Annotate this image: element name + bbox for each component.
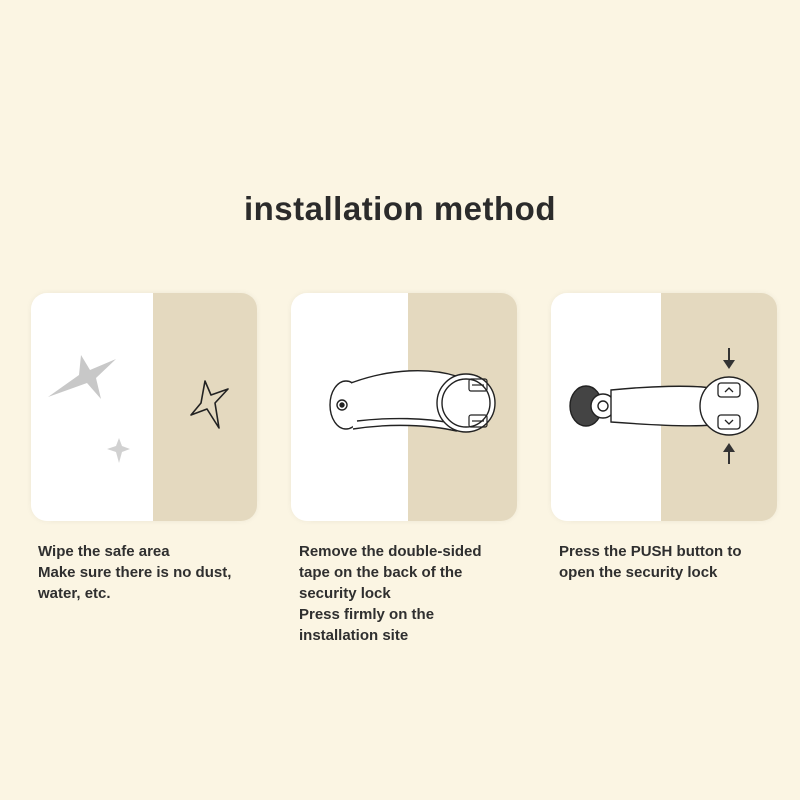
caption-line: security lock	[299, 585, 391, 602]
step-3-caption	[559, 541, 789, 583]
step-3-illustration	[551, 293, 777, 521]
caption-line: Make sure there is no dust,	[38, 564, 232, 581]
security-lock-icon	[330, 371, 495, 432]
caption-line: water, etc.	[38, 585, 111, 602]
page-title: installation method	[243, 190, 556, 227]
caption-line: Press the PUSH button to	[559, 543, 742, 560]
sparkle-outline-icon	[191, 381, 228, 428]
caption-line: Wipe the safe area	[38, 543, 170, 560]
caption-line: Remove the double-sided	[299, 543, 482, 560]
press-arrow-down-icon	[723, 348, 735, 369]
caption-line: open the security lock	[559, 564, 718, 581]
step-2-illustration	[291, 293, 517, 521]
step-2-caption	[299, 541, 529, 646]
step-1-caption	[38, 541, 268, 604]
blurred-sparkle-icon	[48, 355, 116, 399]
caption-line: installation site	[299, 627, 409, 644]
small-blurred-sparkle-icon	[107, 438, 130, 463]
step-1-illustration	[31, 293, 257, 521]
caption-line: tape on the back of the	[299, 564, 463, 581]
press-arrow-up-icon	[723, 443, 735, 464]
security-lock-icon	[570, 377, 758, 435]
caption-line: Press firmly on the	[299, 606, 435, 623]
